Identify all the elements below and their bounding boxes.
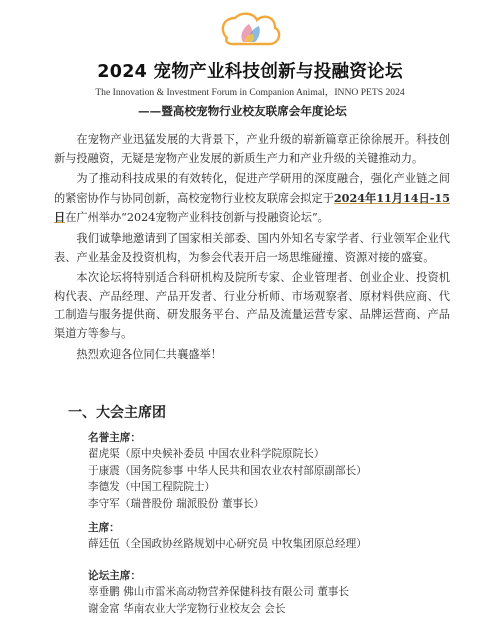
forum-chairs [88, 568, 468, 617]
paragraph: 热烈欢迎各位同仁共襄盛举！ [76, 347, 222, 361]
section-heading: 一、大会主席团 [68, 405, 166, 421]
paragraph [54, 170, 450, 228]
group-label: 名誉主席： [88, 432, 141, 444]
group-label: 主席： [88, 522, 120, 534]
honorary-chairs [88, 430, 468, 512]
member-line: 辜垂鹏 佛山市雷米高动物营养保健科技有限公司 董事长 [88, 586, 349, 599]
member-line: 谢金富 华南农业大学宠物行业校友会 会长 [88, 602, 286, 615]
member-line: 翟虎渠（原中央候补委员 中国农业科学院原院长） [88, 448, 325, 461]
paragraph-text: 为了推动科技成果的有效转化，促进产学研用的深度融合，强化产业链之间的紧密协作与协同创新，高校宠物行业校友联席会拟定于 [54, 172, 450, 205]
tagline: ——暨高校宠物行业校友联席会年度论坛 [138, 104, 347, 118]
member-line: 薛廷伍（全国政协丝路规划中心研究员 中牧集团原总经理） [88, 538, 367, 551]
page-title: 2024 宠物产业科技创新与投融资论坛 [97, 62, 403, 82]
english-subtitle: The Innovation & Investment Forum in Companion Animal，INNO PETS 2024 [95, 87, 405, 98]
date-highlight: 2024年11月14日-15日 [54, 190, 450, 225]
member-line: 于康震（国务院参事 中华人民共和国农业农村部原副部长） [88, 464, 367, 477]
chairs [88, 520, 468, 553]
paragraph-text: 在广州举办“2024宠物产业科技创新与投融资论坛”。 [65, 211, 329, 225]
member-line: 李德发（中国工程院院士） [88, 481, 216, 494]
group-label: 论坛主席： [88, 570, 141, 582]
paragraph: 我们诚挚地邀请到了国家相关部委、国内外知名专家学者、行业领军企业代表、产业基金及投资机构，为参会代表开启一场思维碰撞、资源对接的盛宴。 [54, 231, 450, 264]
forum-logo [213, 8, 287, 52]
paragraph: 在宠物产业迅猛发展的大背景下，产业升级的崭新篇章正徐徐展开。科技创新与投融资，无疑是宠物产业发展的新质生产力和产业升级的关键推动力。 [54, 133, 450, 165]
intro-body [54, 131, 450, 366]
member-line: 李守军（瑞普股份 瑞派股份 董事长） [88, 497, 265, 510]
paragraph: 本次论坛将特别适合科研机构及院所专家、企业管理者、创业企业、投资机构代表、产品经理、产品开发者、行业分析师、市场观察者、原材料供应商、代工制造与服务提供商、研发服务平台、产品及流量运营专家、品牌运营商、产品渠道方等参与。 [54, 271, 450, 340]
